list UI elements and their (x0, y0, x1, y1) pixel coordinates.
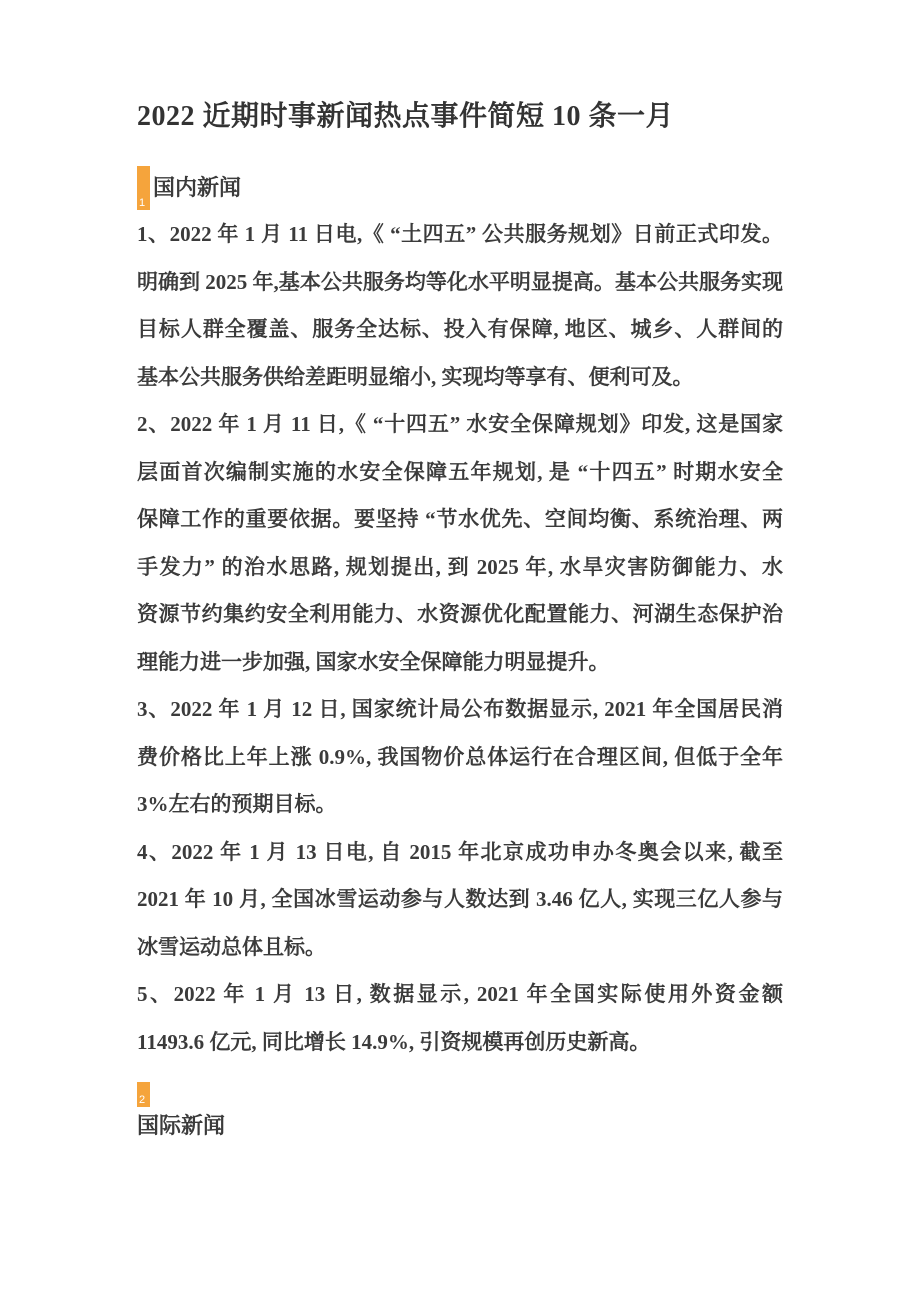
text-line: 资源节约集约安全利用能力、水资源优化配置能力、河湖生态保护治 (137, 602, 783, 626)
text-line: 手发力” 的治水思路, 规划提出, 到 2025 年, 水旱灾害防御能力、水 (137, 554, 783, 579)
text-line: 层面首次编制实施的水安全保障五年规划, 是 “十四五” 时期水安全 (137, 459, 783, 484)
text-line: 2021 年 10 月, 全国冰雪运动参与人数达到 3.46 亿人, 实现三亿人参与 (137, 887, 783, 911)
text-line: 5、2022 年 1 月 13 日, 数据显示, 2021 年全国实际使用外资金额 (137, 982, 783, 1006)
text-line: 2、2022 年 1 月 11 日,《 “十四五” 水安全保障规划》印发, 这是国家 (137, 412, 783, 436)
section-number-marker (137, 166, 150, 210)
text-line: 明确到 2025 年,基本公共服务均等化水平明显提高。基本公共服务实现 (137, 269, 783, 294)
news-item-3 (137, 686, 783, 829)
section-domestic-header (137, 166, 783, 210)
section-heading-domestic: 国内新闻 (153, 175, 242, 200)
text-line: 4、2022 年 1 月 13 日电, 自 2015 年北京成功申办冬奥会以来, 截至 (137, 839, 783, 864)
news-item-1 (137, 211, 783, 401)
document-body (137, 211, 783, 1066)
text-line: 费价格比上年上涨 0.9%, 我国物价总体运行在合理区间, 但低于全年 (137, 744, 783, 769)
document-title: 2022 近期时事新闻热点事件简短 10 条一月 (137, 101, 675, 132)
text-line: 基本公共服务供给差距明显缩小, 实现均等享有、便利可及。 (137, 364, 694, 389)
section-heading-international: 国际新闻 (137, 1113, 226, 1138)
text-line: 1、2022 年 1 月 11 日电,《 “土四五” 公共服务规划》日前正式印发。 (137, 222, 783, 246)
text-line: 冰雪运动总体且标。 (137, 934, 326, 959)
text-line: 3%左右的预期目标。 (137, 792, 337, 816)
news-item-4 (137, 829, 783, 972)
section-number-marker (137, 1082, 150, 1107)
text-line: 目标人群全覆盖、服务全达标、投入有保障, 地区、城乡、人群间的 (137, 317, 783, 341)
text-line: 保障工作的重要依据。要坚持 “节水优先、空间均衡、系统治理、两 (137, 507, 783, 531)
section-number-label: 2 (139, 1094, 146, 1106)
section-number-label: 1 (139, 197, 146, 209)
text-line: 11493.6 亿元, 同比增长 14.9%, 引资规模再创历史新高。 (137, 1029, 651, 1054)
section-international-header (137, 1082, 783, 1141)
text-line: 3、2022 年 1 月 12 日, 国家统计局公布数据显示, 2021 年全国居民消 (137, 697, 783, 721)
news-item-2 (137, 401, 783, 686)
news-item-5 (137, 971, 783, 1066)
text-line: 理能力进一步加强, 国家水安全保障能力明显提升。 (137, 649, 610, 674)
